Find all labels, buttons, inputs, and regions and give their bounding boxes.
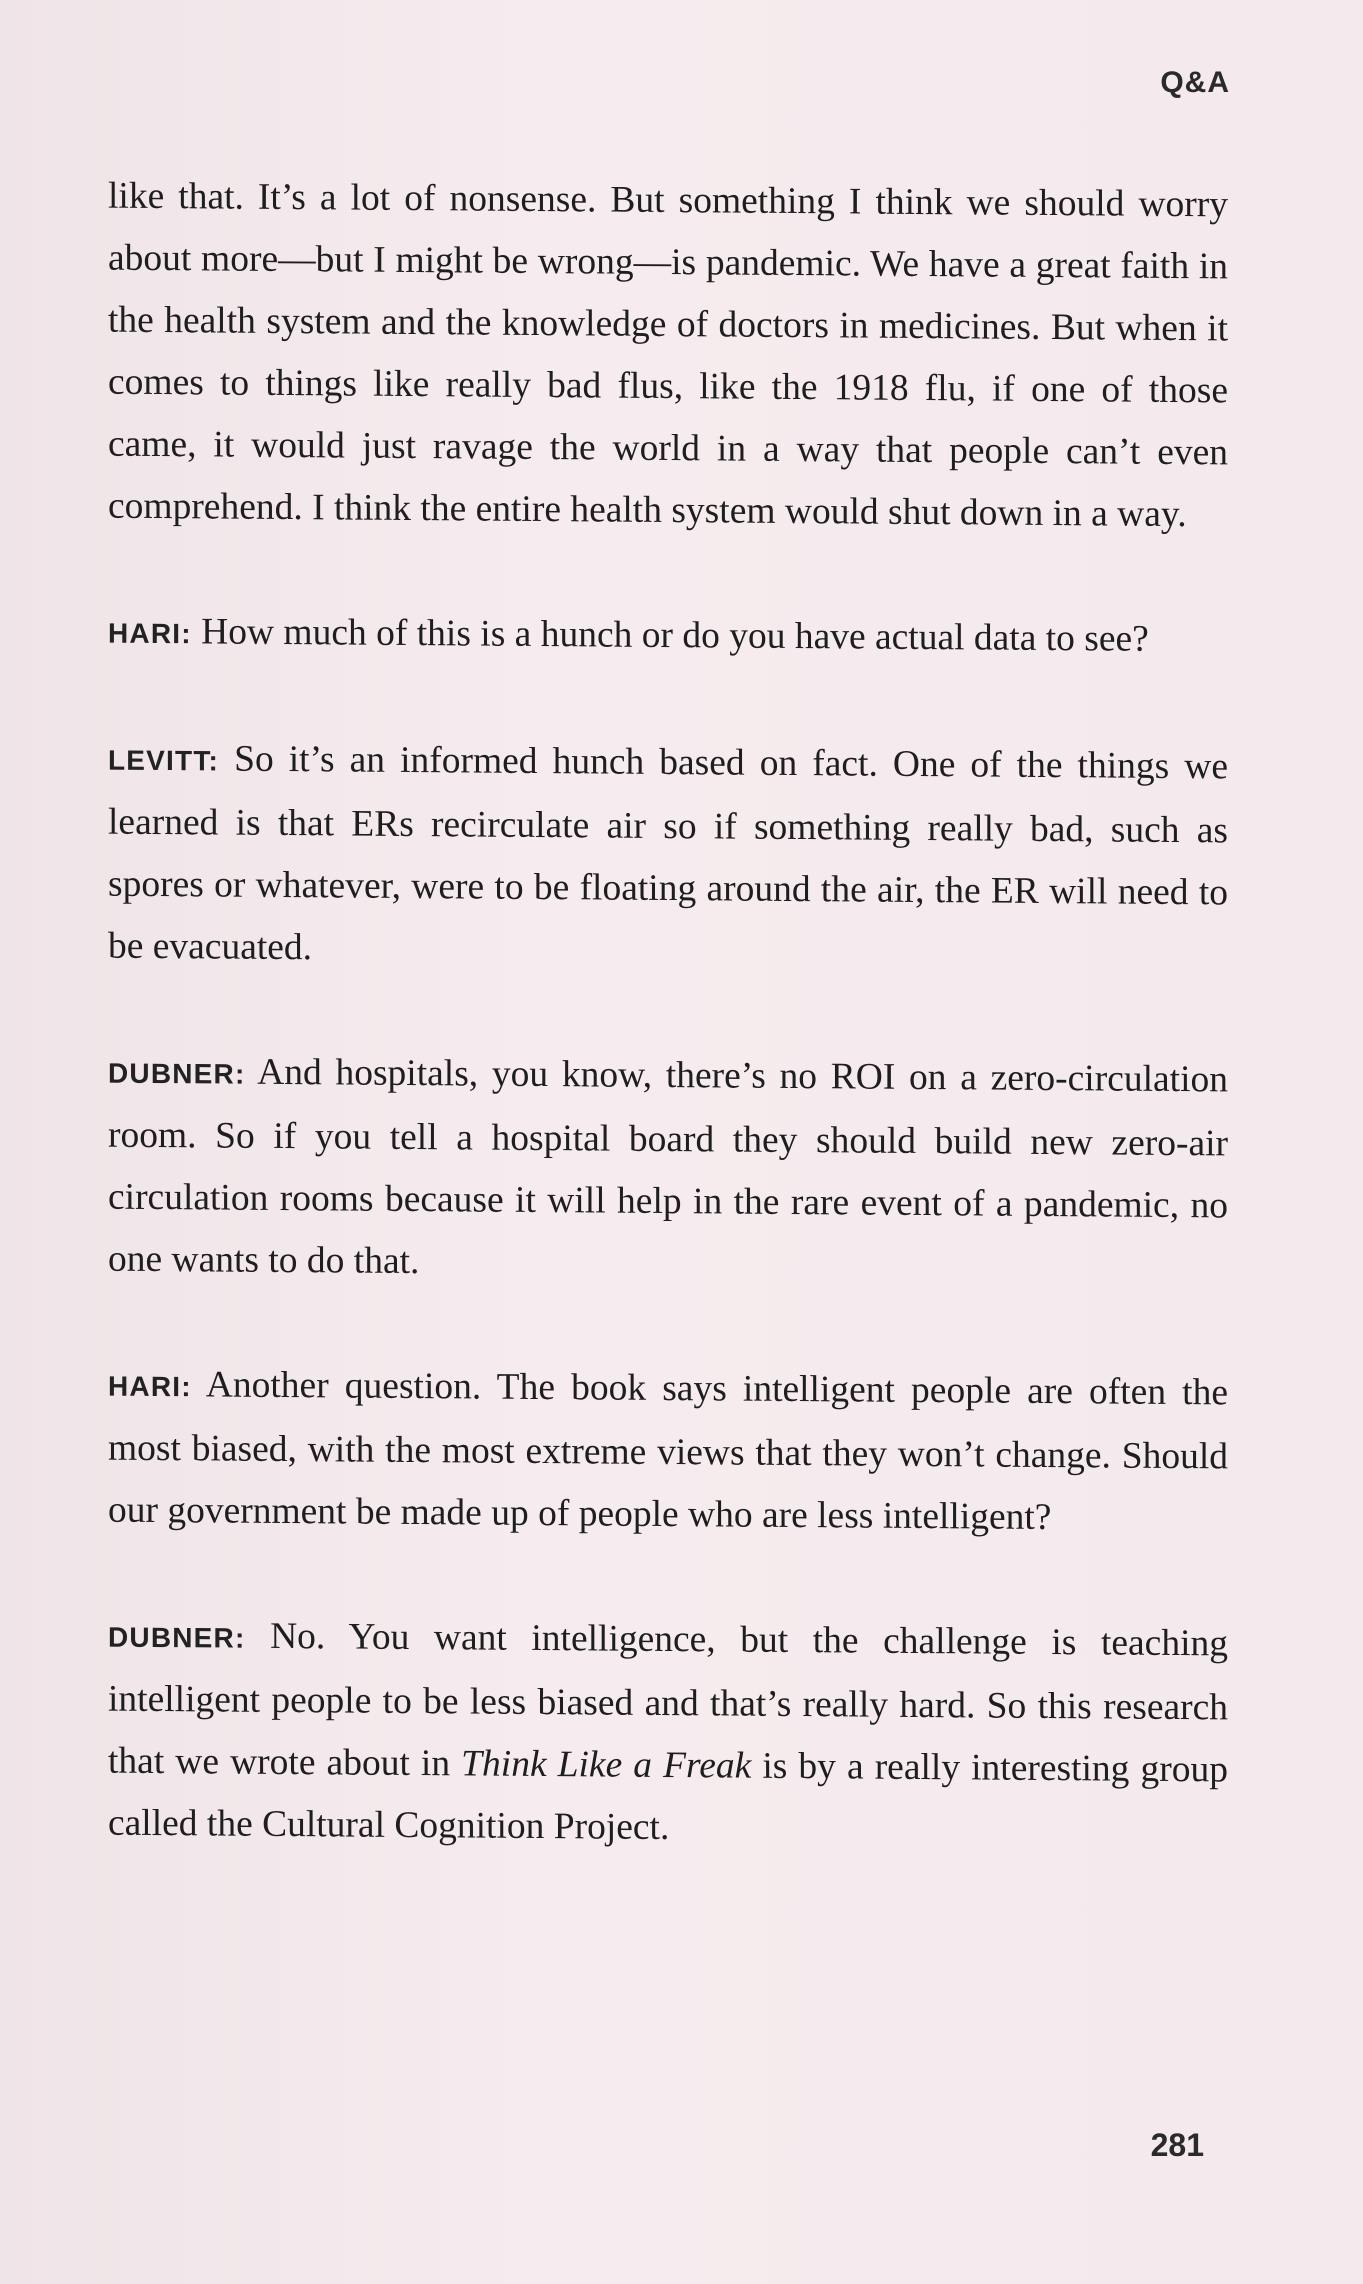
paragraph-text: Another question. The book says intelligent people are often the most biased, with the most extreme views that they won’t change. Should our government be made up of people who are less intelligent? xyxy=(108,1364,1228,1539)
paragraph-text: And hospitals, you know, there’s no ROI on a zero-circulation room. So if you tell a hospital board they should build new zero-air circulation rooms because it will help in the rare event of a pandemic, no one wants to do that. xyxy=(108,1051,1228,1283)
paragraph-text: So it’s an informed hunch based on fact. One of the things we learned is that ERs recirculate air so if something really bad, such as spores or whatever, were to be floating around the air, the ER will need to be evacuated. xyxy=(108,738,1228,969)
speaker-label: HARI: xyxy=(108,617,192,650)
paragraph-hari-question-1 xyxy=(108,601,1228,674)
paragraph-dubner-answer-1 xyxy=(108,1041,1228,1300)
paragraph-text: How much of this is a hunch or do you have actual data to see? xyxy=(191,611,1149,660)
paragraph-text: like that. It’s a lot of nonsense. But something I think we should worry about more—but I might be wrong—is pandemic. We have a great faith in the health system and the knowledge of doctors in medicines. But when it comes to things like really bad flus, like the 1918 flu, if one of those came, it would just ravage the world in a way that people can’t even comprehend. I think the entire health system would shut down in a way. xyxy=(108,175,1228,536)
paragraph-levitt-answer xyxy=(108,728,1228,987)
speaker-label: DUBNER: xyxy=(108,1621,246,1654)
paragraph-continuation xyxy=(108,166,1228,547)
page-number: 281 xyxy=(1150,2127,1204,2163)
paragraph-text: is by a really interesting group called the Cultural Cognition Project. xyxy=(108,1745,1228,1849)
speaker-label: HARI: xyxy=(108,1370,192,1403)
running-head: Q&A xyxy=(1160,66,1230,99)
paragraph-text: No. You want intelligence, but the challenge is teaching intelligent people to be less biased and that’s really hard. So this research that we wrote about in xyxy=(108,1615,1228,1785)
speaker-label: DUBNER: xyxy=(108,1057,246,1090)
body-text xyxy=(108,170,1228,1922)
book-title-italic: Think Like a Freak xyxy=(461,1743,752,1787)
paragraph-dubner-answer-2 xyxy=(108,1605,1228,1864)
speaker-label: LEVITT: xyxy=(108,744,220,777)
paragraph-hari-question-2 xyxy=(108,1354,1228,1551)
